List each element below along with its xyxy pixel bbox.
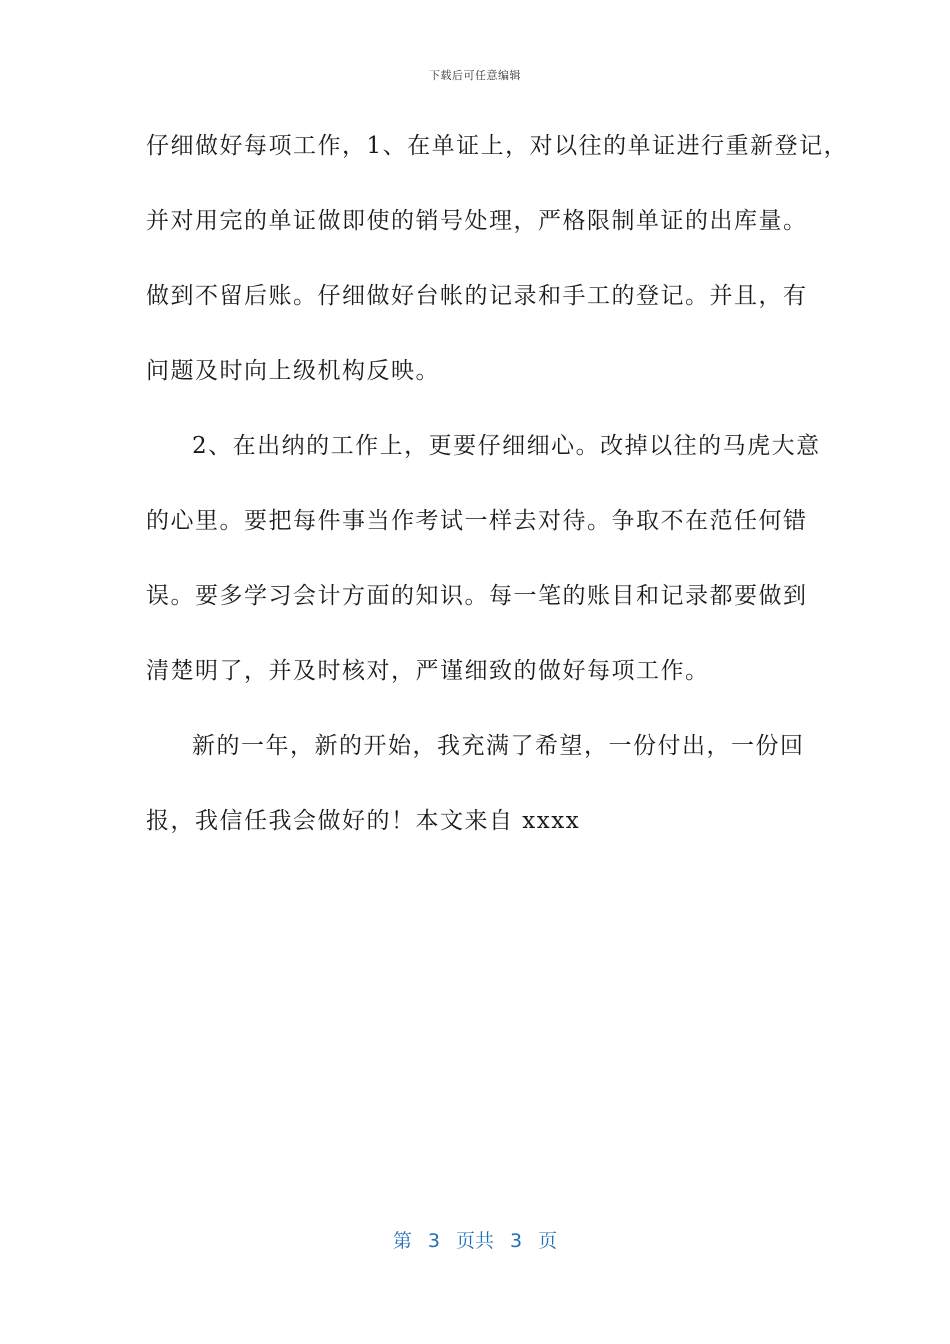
- body-line-9: 新的一年，新的开始，我充满了希望，一份付出，一份回: [192, 733, 805, 759]
- body-line-6: 的心里。要把每件事当作考试一样去对待。争取不在范任何错: [146, 508, 808, 534]
- footer-current-page: 3: [427, 1230, 440, 1252]
- body-line-2: 并对用完的单证做即使的销号处理，严格限制单证的出库量。: [146, 208, 808, 234]
- footer-total-pages: 3: [510, 1230, 523, 1252]
- page-header: 下载后可任意编辑: [429, 69, 521, 82]
- body-line-5: 2、在出纳的工作上，更要仔细细心。改掉以往的马虎大意: [192, 433, 821, 459]
- body-line-3: 做到不留后账。仔细做好台帐的记录和手工的登记。并且，有: [146, 283, 808, 309]
- body-line-4: 问题及时向上级机构反映。: [146, 358, 440, 384]
- body-line-7: 误。要多学习会计方面的知识。每一笔的账目和记录都要做到: [146, 583, 808, 609]
- footer-suffix: 页: [538, 1230, 558, 1252]
- footer-middle: 页共: [455, 1230, 494, 1252]
- body-line-10: 报，我信任我会做好的！本文来自 xxxx: [146, 808, 581, 834]
- document-body: [146, 124, 849, 874]
- body-line-1: 仔细做好每项工作，1、在单证上，对以往的单证进行重新登记，: [146, 133, 849, 159]
- footer-prefix: 第: [392, 1230, 412, 1252]
- body-line-8: 清楚明了，并及时核对，严谨细致的做好每项工作。: [146, 658, 710, 684]
- page-footer: [0, 1226, 950, 1253]
